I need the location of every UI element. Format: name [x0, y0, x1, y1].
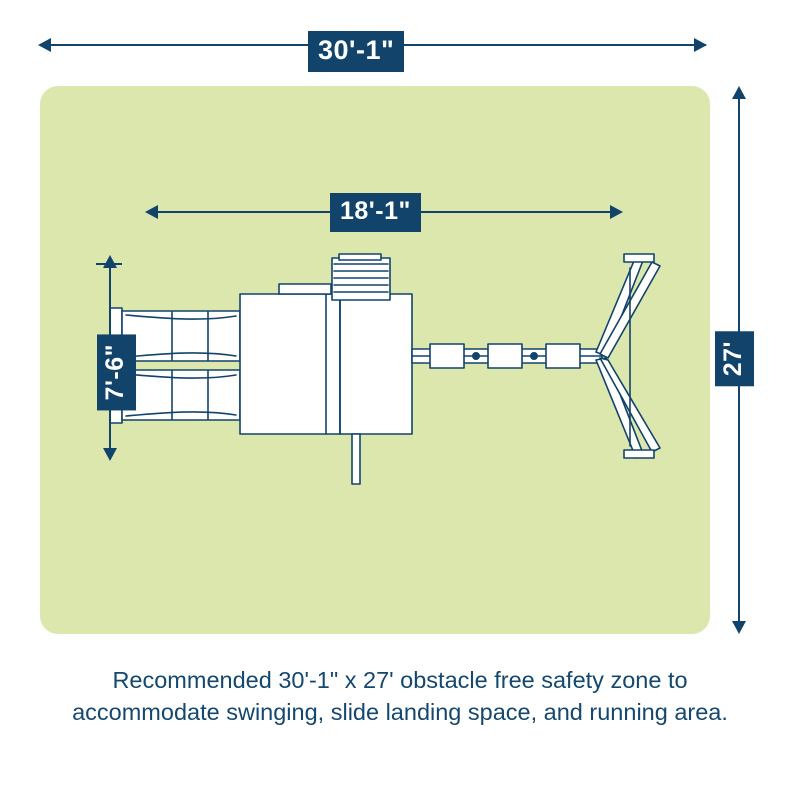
- overall-width-label: 30'-1": [308, 31, 404, 72]
- safety-zone-caption: Recommended 30'-1" x 27' obstacle free safety zone to accommodate swinging, slide landing space, and running area.: [72, 667, 728, 726]
- playset-width-label: 18'-1": [330, 193, 421, 232]
- playset-width-arrow-right: [610, 205, 623, 219]
- playset-depth-arrow-up: [103, 255, 117, 268]
- overall-depth-arrow-down: [732, 621, 746, 634]
- playset-drawing: [40, 86, 710, 634]
- playset-depth-arrow-down: [103, 448, 117, 461]
- playset-depth-tick-top: [96, 263, 122, 265]
- overall-width-arrow-right: [694, 38, 707, 52]
- playset-width-arrow-left: [145, 205, 158, 219]
- playset-depth-label: 7'-6": [97, 334, 136, 410]
- overall-width-arrow-left: [38, 38, 51, 52]
- overall-depth-arrow-up: [732, 86, 746, 99]
- overall-depth-label: 27': [715, 331, 754, 386]
